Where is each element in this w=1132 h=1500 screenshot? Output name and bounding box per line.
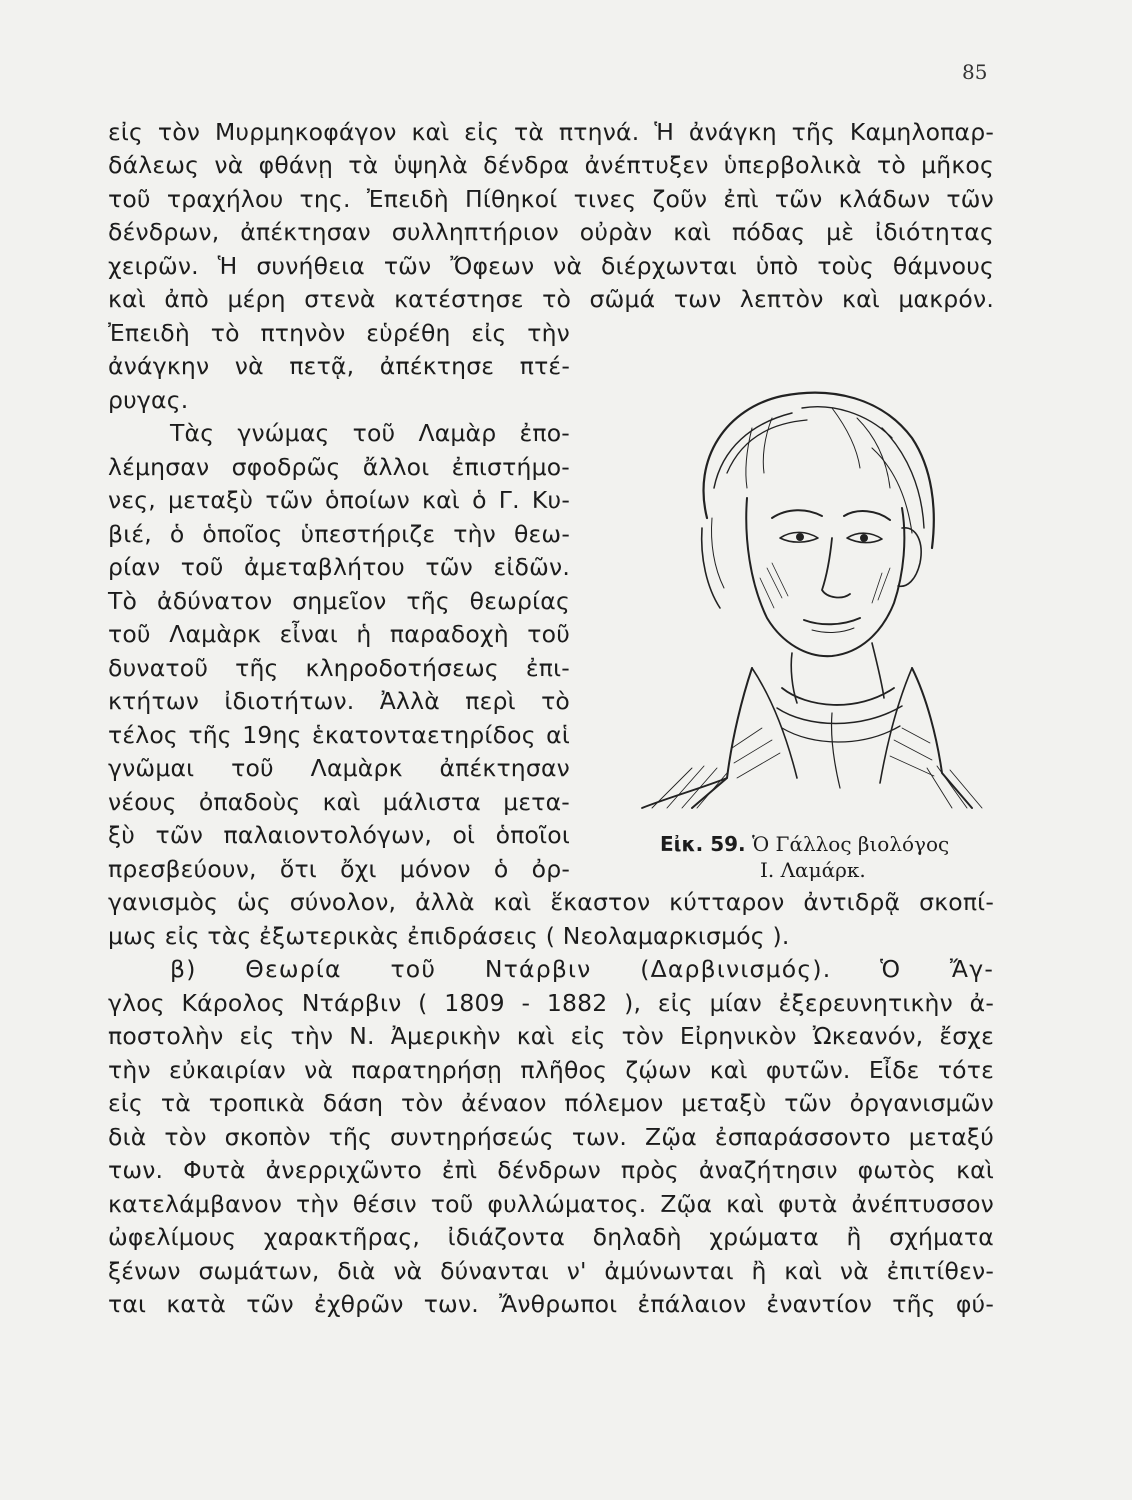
text-line: τοῦ τραχήλου της. Ἐπειδὴ Πίθηκοί τινες ζοῦν ἐπὶ τῶν κλάδων τῶν <box>108 185 994 213</box>
text-line: Ἐπειδὴ τὸ πτηνὸν εὑρέθη εἰς τὴν <box>108 319 570 347</box>
section-heading-line: β) Θεωρία τοῦ Ντάρβιν (Δαρβινισμός). Ὁ Ἄγ- <box>170 955 994 983</box>
text-line: ται κατὰ τῶν ἐχθρῶν των. Ἄνθρωποι ἐπάλαιον ἐναντίον τῆς φύ- <box>108 1290 994 1318</box>
text-line: δυνατοῦ τῆς κληροδοτήσεως ἐπι- <box>108 654 570 682</box>
portrait-illustration <box>632 368 992 826</box>
text-line: ἀνάγκην νὰ πετᾷ, ἀπέκτησε πτέ- <box>108 352 570 380</box>
text-line: χειρῶν. Ἡ συνήθεια τῶν Ὄφεων νὰ διέρχωνται ὑπὸ τοὺς θάμνους <box>108 252 994 280</box>
text-line: κτήτων ἰδιοτήτων. Ἀλλὰ περὶ τὸ <box>108 687 570 715</box>
text-line: δένδρων, ἀπέκτησαν συλληπτήριον οὐρὰν καὶ πόδας μὲ ἰδιότητας <box>108 218 994 246</box>
text-line: γνῶμαι τοῦ Λαμὰρκ ἀπέκτησαν <box>108 754 570 782</box>
text-line: ρίαν τοῦ ἀμεταβλήτου τῶν εἰδῶν. <box>108 553 570 581</box>
text-line: τὴν εὐκαιρίαν νὰ παρατηρήσῃ πλῆθος ζῴων καὶ φυτῶν. Εἶδε τότε <box>108 1056 994 1084</box>
text-line: μως εἰς τὰς ἐξωτερικὰς ἐπιδράσεις ( Νεολαμαρκισμός ). <box>108 922 790 950</box>
text-line: καὶ ἀπὸ μέρη στενὰ κατέστησε τὸ σῶμά των λεπτὸν καὶ μακρόν. <box>108 285 994 313</box>
text-line: Τὰς γνώμας τοῦ Λαμὰρ ἐπο- <box>170 419 570 447</box>
text-line: δάλεως νὰ φθάνῃ τὰ ὑψηλὰ δένδρα ἀνέπτυξεν ὑπερβολικὰ τὸ μῆκος <box>108 151 994 179</box>
text-line: ρυγας. <box>108 386 189 414</box>
text-line: γανισμὸς ὡς σύνολον, ἀλλὰ καὶ ἕκαστον κύτταρον ἀντιδρᾷ σκοπί- <box>108 888 994 916</box>
text-line: Τὸ ἀδύνατον σημεῖον τῆς θεωρίας <box>108 587 570 615</box>
text-line: εἰς τὰ τροπικὰ δάση τὸν ἀέναον πόλεμον μεταξὺ τῶν ὀργανισμῶν <box>108 1089 994 1117</box>
caption-text: Ὁ Γάλλος βιολόγος <box>752 832 950 856</box>
text-line: διὰ τὸν σκοπὸν τῆς συντηρήσεώς των. Ζῷα ἐσπαράσσοντο μεταξύ <box>108 1123 994 1151</box>
text-line: πρεσβεύουν, ὅτι ὄχι μόνον ὁ ὀρ- <box>108 855 570 883</box>
page-number: 85 <box>962 60 988 84</box>
text-line: τοῦ Λαμὰρκ εἶναι ἡ παραδοχὴ τοῦ <box>108 620 570 648</box>
figure-caption <box>660 831 990 883</box>
text-line: των. Φυτὰ ἀνερριχῶντο ἐπὶ δένδρων πρὸς ἀναζήτησιν φωτὸς καὶ <box>108 1156 994 1184</box>
text-line: κατελάμβανον τὴν θέσιν τοῦ φυλλώματος. Ζῷα καὶ φυτὰ ἀνέπτυσσον <box>108 1190 994 1218</box>
text-line: ποστολὴν εἰς τὴν Ν. Ἀμερικὴν καὶ εἰς τὸν Εἰρηνικὸν Ὠκεανόν, ἔσχε <box>108 1022 994 1050</box>
text-line: τέλος τῆς 19ης ἑκατονταετηρίδος αἱ <box>108 721 570 749</box>
caption-text: Ι. Λαμάρκ. <box>760 858 866 882</box>
text-line: εἰς τὸν Μυρμηκοφάγον καὶ εἰς τὰ πτηνά. Ἡ ἀνάγκη τῆς Καμηλοπαρ- <box>108 118 994 146</box>
text-line: ὠφελίμους χαρακτῆρας, ἰδιάζοντα δηλαδὴ χρώματα ἢ σχήματα <box>108 1223 994 1251</box>
text-line: λέμησαν σφοδρῶς ἄλλοι ἐπιστήμο- <box>108 453 570 481</box>
text-line: νες, μεταξὺ τῶν ὁποίων καὶ ὁ Γ. Κυ- <box>108 486 570 514</box>
text-line: ξὺ τῶν παλαιοντολόγων, οἱ ὁποῖοι <box>108 821 570 849</box>
text-line: ξένων σωμάτων, διὰ νὰ δύνανται ν' ἀμύνωνται ἢ καὶ νὰ ἐπιτίθεν- <box>108 1257 994 1285</box>
text-line: βιέ, ὁ ὁποῖος ὑπεστήριζε τὴν θεω- <box>108 520 570 548</box>
text-line: νέους ὀπαδοὺς καὶ μάλιστα μετα- <box>108 788 570 816</box>
text-line: γλος Κάρολος Ντάρβιν ( 1809 - 1882 ), εἰς μίαν ἐξερευνητικὴν ἀ- <box>108 989 994 1017</box>
figure-label: Εἰκ. 59. <box>660 832 746 856</box>
